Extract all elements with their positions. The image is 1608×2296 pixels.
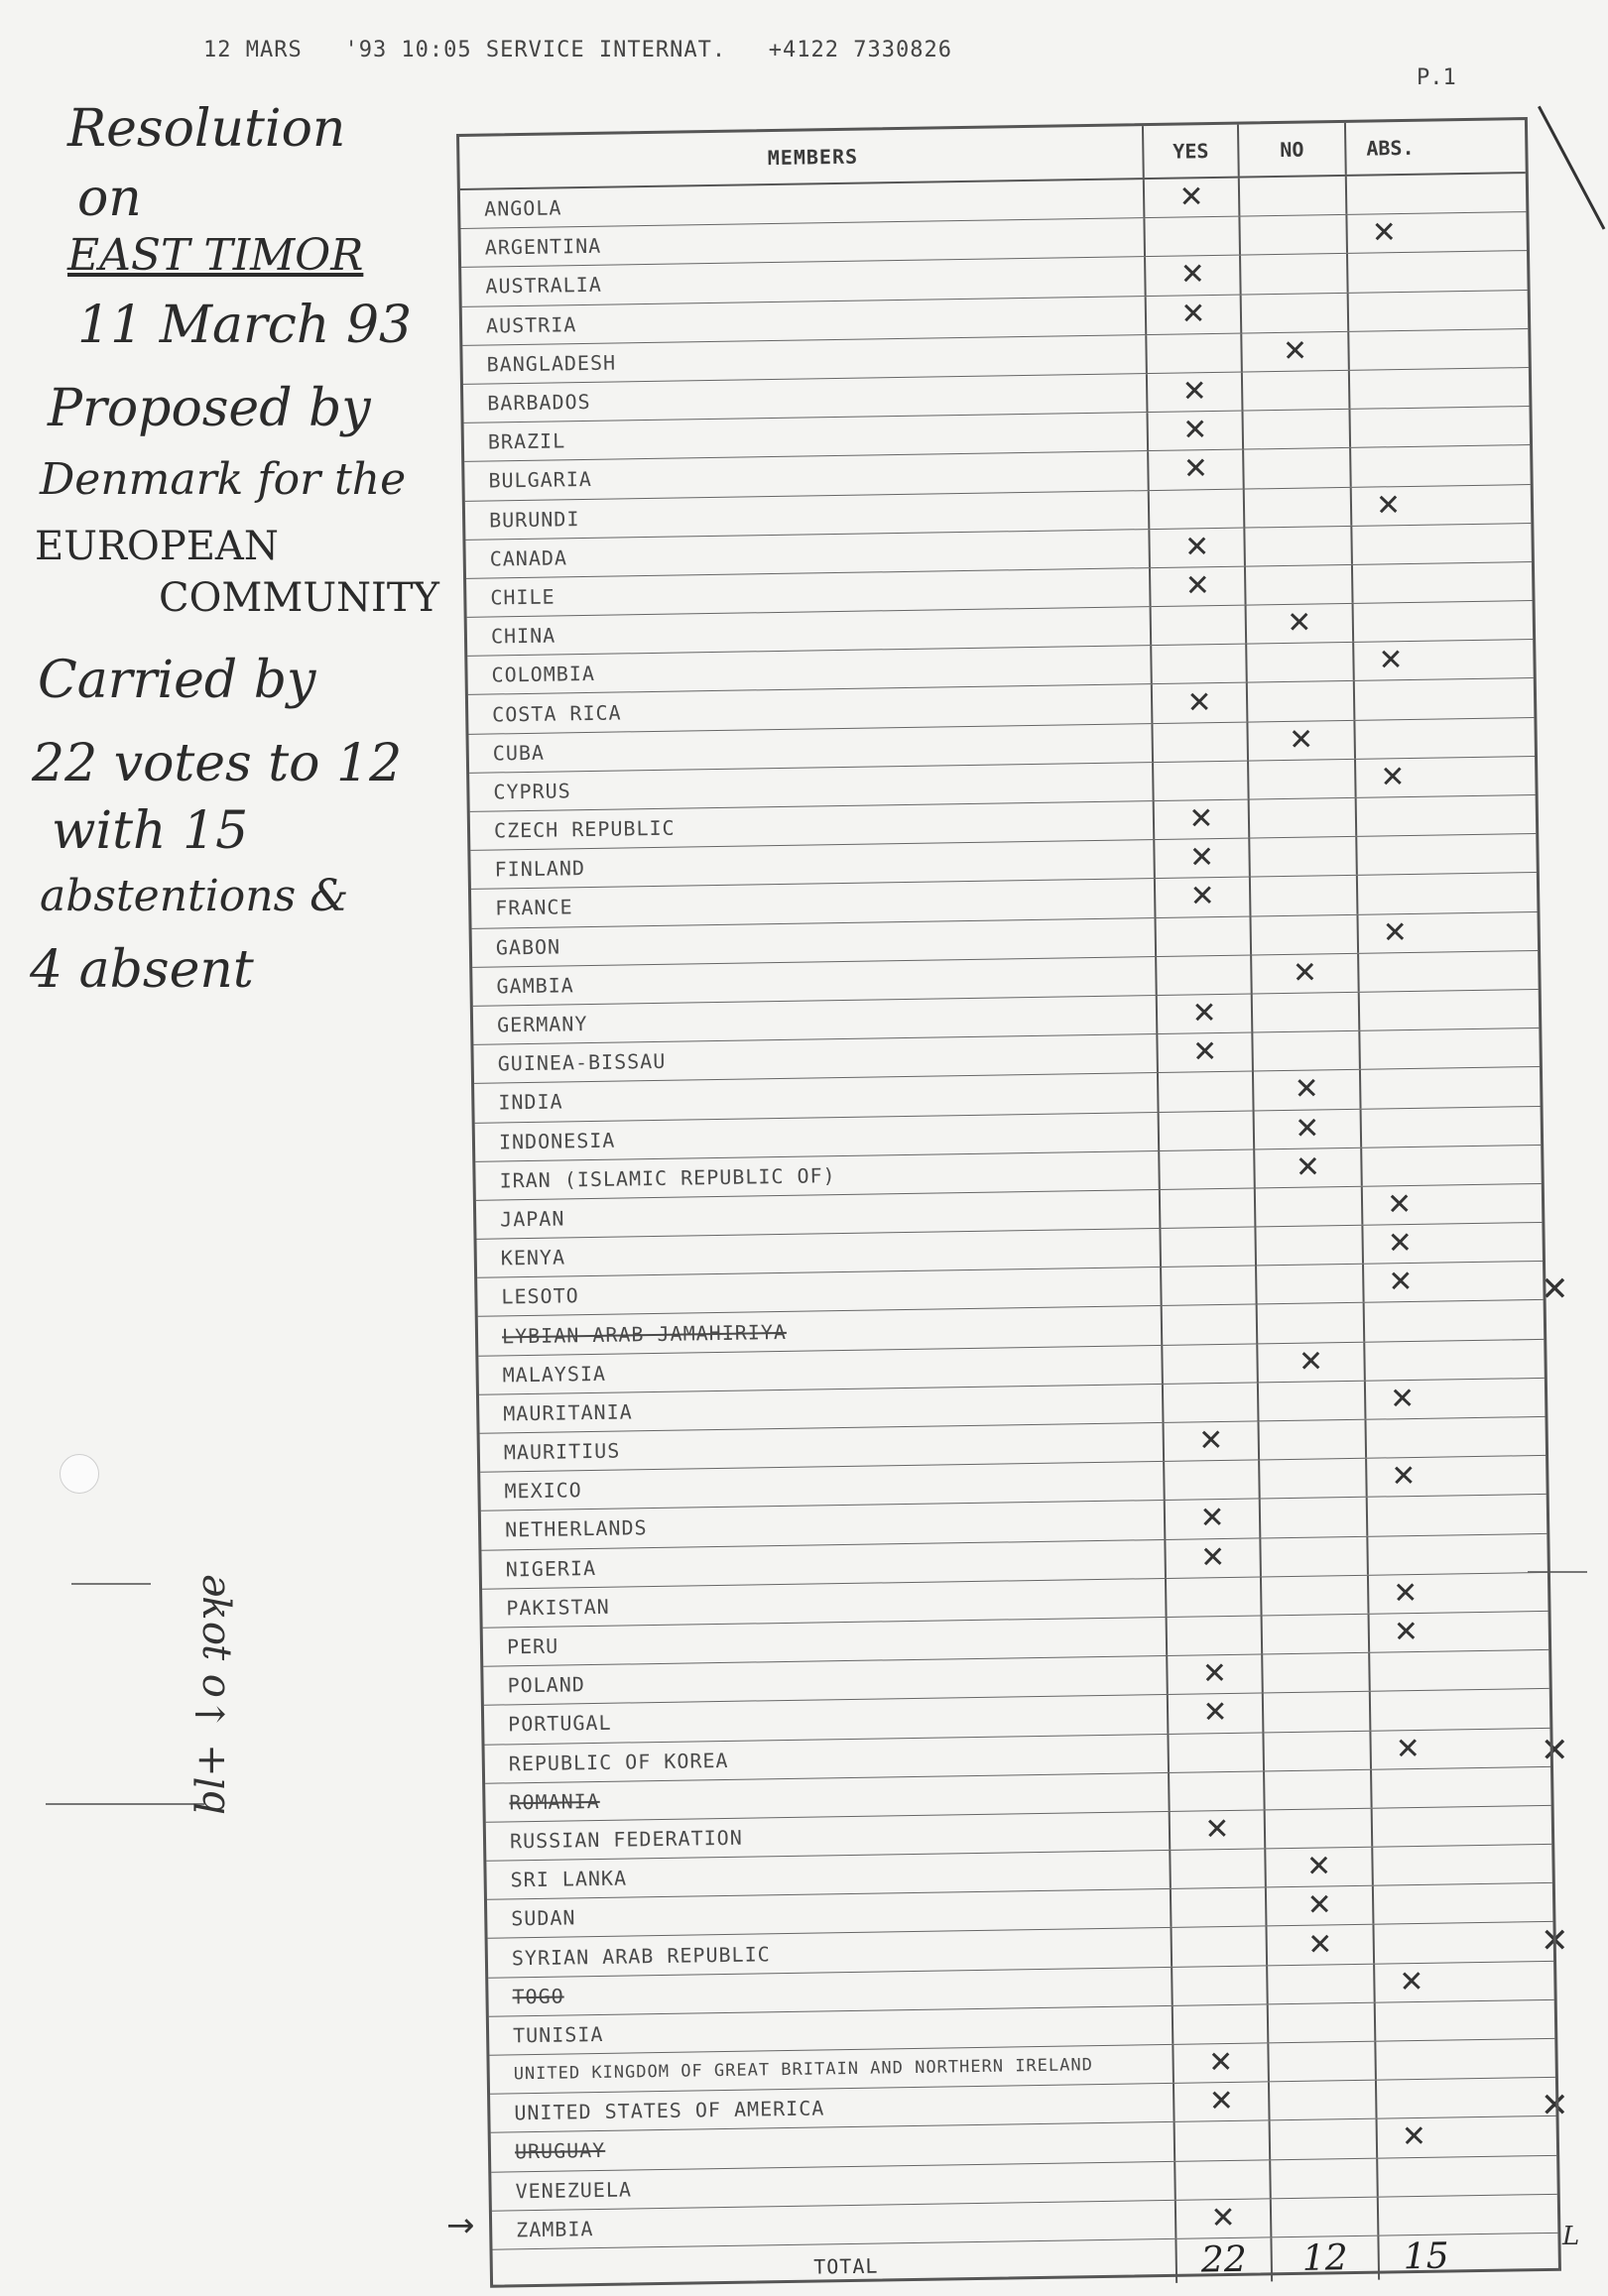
vote-mark-icon: ✕ <box>1371 215 1398 251</box>
yes-cell <box>1173 1966 1269 2005</box>
vote-mark-icon: ✕ <box>1306 1926 1333 1963</box>
member-name-text: NIGERIA <box>505 1555 597 1582</box>
abs-header: ABS. <box>1366 135 1415 161</box>
member-name-text: NETHERLANDS <box>504 1515 648 1542</box>
abs-cell <box>1347 174 1527 214</box>
no-cell <box>1242 293 1350 332</box>
no-cell <box>1240 215 1348 255</box>
zambia-arrow-icon: → <box>446 2206 475 2245</box>
no-cell <box>1246 565 1354 605</box>
abs-cell <box>1366 1379 1546 1419</box>
yes-cell <box>1149 412 1245 451</box>
vote-mark-icon: ✕ <box>1178 180 1204 215</box>
no-cell <box>1244 448 1352 488</box>
no-cell <box>1254 1070 1362 1110</box>
member-name-text: BANGLADESH <box>486 350 617 377</box>
margin-x-mark: ✕ <box>1541 2086 1569 2125</box>
yes-cell <box>1175 2121 1272 2161</box>
vote-mark-icon: ✕ <box>1191 1034 1218 1070</box>
yes-cell <box>1150 528 1246 567</box>
member-name-text: SRI LANKA <box>510 1866 628 1892</box>
yes-cell <box>1159 1072 1255 1112</box>
vote-mark-icon: ✕ <box>1202 1695 1228 1731</box>
abs-cell <box>1358 912 1538 953</box>
note-line-11: with 15 <box>52 801 249 861</box>
abs-cell <box>1374 1922 1553 1963</box>
abs-cell <box>1377 2078 1556 2118</box>
abs-cell <box>1358 873 1538 913</box>
abs-cell <box>1367 1456 1546 1497</box>
member-name-text: MALAYSIA <box>502 1361 607 1388</box>
abs-cell <box>1372 1767 1551 1808</box>
no-cell <box>1256 1226 1364 1266</box>
abs-cell <box>1378 2116 1557 2157</box>
yes-cell <box>1145 179 1241 218</box>
abs-cell <box>1360 990 1540 1030</box>
vote-mark-icon: ✕ <box>1181 413 1208 448</box>
no-cell <box>1269 2042 1377 2082</box>
yes-cell <box>1166 1538 1262 1578</box>
abs-cell <box>1376 2000 1555 2041</box>
abs-cell <box>1349 329 1529 370</box>
total-label: TOTAL <box>493 2239 1178 2294</box>
member-name-text: KENYA <box>500 1245 566 1270</box>
yes-cell <box>1153 683 1249 723</box>
vote-mark-icon: ✕ <box>1375 487 1402 524</box>
no-cell <box>1264 1731 1372 1770</box>
member-name-text: BULGARIA <box>488 467 593 493</box>
no-cell <box>1263 1653 1371 1693</box>
vote-mark-icon: ✕ <box>1282 333 1308 369</box>
abs-cell <box>1376 2039 1555 2080</box>
vote-mark-icon: ✕ <box>1292 955 1318 991</box>
yes-cell <box>1149 450 1245 490</box>
margin-x-mark: ✕ <box>1541 1269 1569 1309</box>
vote-mark-icon: ✕ <box>1184 568 1211 604</box>
yes-cell <box>1165 1421 1261 1461</box>
vote-mark-icon: ✕ <box>1210 2200 1236 2236</box>
vote-mark-icon: ✕ <box>1180 296 1206 332</box>
abs-cell <box>1379 2195 1558 2236</box>
yes-cell <box>1171 1810 1267 1850</box>
member-name-text: ZAMBIA <box>516 2216 594 2242</box>
yes-cell <box>1153 722 1249 762</box>
abs-cell <box>1373 1806 1552 1847</box>
yes-header: YES <box>1144 125 1240 179</box>
member-name-text: GAMBIA <box>496 973 574 999</box>
abs-cell <box>1356 757 1536 797</box>
yes-cell <box>1146 256 1242 296</box>
vote-mark-icon: ✕ <box>1380 759 1406 795</box>
vote-mark-icon: ✕ <box>1201 1656 1228 1692</box>
member-name-text: RUSSIAN FEDERATION <box>509 1825 743 1854</box>
member-name-text: CANADA <box>489 545 568 571</box>
no-cell <box>1243 410 1351 449</box>
abs-cell <box>1357 834 1537 875</box>
member-name-text: ARGENTINA <box>484 234 602 260</box>
abs-cell <box>1352 485 1532 526</box>
yes-cell <box>1147 333 1243 373</box>
pen-stroke <box>1538 106 1605 230</box>
abs-cell <box>1357 795 1537 836</box>
note-line-5: Proposed by <box>48 379 371 438</box>
punch-hole <box>60 1454 99 1494</box>
no-cell <box>1271 2158 1379 2198</box>
scan-dash <box>71 1583 151 1585</box>
vote-mark-icon: ✕ <box>1295 1149 1321 1185</box>
vote-mark-icon: ✕ <box>1305 1849 1332 1884</box>
member-name-text: CHINA <box>490 623 557 649</box>
yes-cell <box>1166 1500 1262 1539</box>
member-name-text: PERU <box>506 1633 559 1659</box>
member-name-text: CZECH REPUBLIC <box>493 815 676 843</box>
abs-cell <box>1368 1495 1547 1535</box>
vote-mark-icon: ✕ <box>1287 605 1312 642</box>
no-cell <box>1241 254 1349 294</box>
no-cell <box>1259 1382 1367 1421</box>
vote-mark-icon: ✕ <box>1294 1071 1320 1108</box>
yes-cell <box>1165 1461 1261 1501</box>
no-cell <box>1247 643 1355 682</box>
vote-mark-icon: ✕ <box>1188 840 1215 876</box>
note-line-6: Denmark for the <box>40 454 407 505</box>
abs-cell <box>1350 368 1530 409</box>
vote-mark-icon: ✕ <box>1199 1539 1226 1576</box>
abs-cell <box>1355 678 1535 719</box>
yes-cell <box>1157 916 1253 956</box>
member-name-text: SUDAN <box>511 1905 576 1931</box>
member-name-text: COSTA RICA <box>492 699 622 727</box>
yes-cell <box>1173 1927 1269 1967</box>
yes-cell <box>1174 2043 1270 2083</box>
abs-cell <box>1370 1650 1549 1691</box>
vote-mark-icon: ✕ <box>1391 1459 1417 1495</box>
yes-cell <box>1155 800 1251 840</box>
yes-cell <box>1168 1655 1264 1695</box>
margin-x-mark: ✕ <box>1541 1921 1569 1961</box>
yes-cell <box>1145 217 1241 257</box>
note-line-13: 4 absent <box>30 940 254 1000</box>
note-line-12: abstentions & <box>40 871 349 921</box>
no-cell <box>1259 1420 1367 1460</box>
abs-cell <box>1362 1106 1542 1147</box>
no-cell <box>1260 1459 1368 1499</box>
no-cell <box>1240 177 1348 216</box>
no-cell <box>1249 760 1357 799</box>
vote-mark-icon: ✕ <box>1395 1731 1422 1766</box>
member-name-text: UNITED STATES OF AMERICA <box>514 2096 825 2125</box>
vote-mark-icon: ✕ <box>1179 257 1206 294</box>
member-name-text: BURUNDI <box>488 506 580 533</box>
no-cell <box>1262 1575 1370 1615</box>
no-cell <box>1253 993 1361 1032</box>
no-cell <box>1272 2197 1380 2236</box>
yes-cell <box>1156 878 1252 917</box>
abs-cell <box>1373 1845 1552 1885</box>
yes-cell <box>1174 2004 1270 2044</box>
vote-mark-icon: ✕ <box>1189 879 1216 914</box>
vote-mark-icon: ✕ <box>1382 914 1409 951</box>
member-name-text: TOGO <box>512 1984 564 2009</box>
member-name-text: IRAN (ISLAMIC REPUBLIC OF) <box>499 1162 836 1193</box>
abs-cell <box>1365 1340 1545 1381</box>
abs-cell <box>1370 1612 1549 1652</box>
yes-cell <box>1171 1849 1267 1888</box>
abs-cell <box>1369 1573 1548 1614</box>
member-name-text: BRAZIL <box>487 428 566 454</box>
yes-cell <box>1158 994 1254 1033</box>
abs-cell <box>1355 718 1535 759</box>
no-cell <box>1258 1342 1366 1382</box>
member-name-text: AUSTRIA <box>485 311 577 338</box>
no-cell <box>1255 1109 1363 1148</box>
member-name-text: MAURITIUS <box>503 1438 621 1465</box>
yes-cell <box>1152 645 1248 684</box>
no-cell <box>1268 1964 1376 2003</box>
abs-cell <box>1366 1417 1546 1458</box>
vote-mark-icon: ✕ <box>1188 801 1214 837</box>
vote-mark-icon: ✕ <box>1387 1226 1414 1262</box>
abs-cell <box>1371 1728 1550 1768</box>
vote-mark-icon: ✕ <box>1183 529 1210 565</box>
member-name-text: INDIA <box>498 1089 563 1115</box>
no-cell <box>1261 1498 1369 1537</box>
yes-cell <box>1167 1577 1263 1617</box>
abs-cell <box>1365 1300 1545 1341</box>
member-name-text: MEXICO <box>504 1478 582 1504</box>
yes-cell <box>1158 1033 1254 1073</box>
no-cell <box>1256 1187 1364 1227</box>
vote-mark-icon: ✕ <box>1393 1614 1420 1650</box>
abs-cell <box>1362 1146 1542 1186</box>
vote-mark-icon: ✕ <box>1392 1575 1419 1612</box>
member-name-text: ANGOLA <box>484 195 562 221</box>
member-name-text: INDONESIA <box>498 1128 616 1154</box>
no-cell <box>1263 1615 1371 1654</box>
yes-cell <box>1160 1149 1256 1189</box>
no-header: NO <box>1239 123 1347 177</box>
abs-cell <box>1361 1067 1541 1108</box>
fax-header: 12 MARS '93 10:05 SERVICE INTERNAT. +4122 7330826 <box>203 38 952 62</box>
vote-mark-icon: ✕ <box>1181 374 1208 410</box>
no-cell <box>1243 371 1351 411</box>
no-cell <box>1269 2002 1377 2042</box>
abs-cell <box>1371 1689 1550 1730</box>
vote-mark-icon: ✕ <box>1288 722 1314 758</box>
member-name-text: AUSTRALIA <box>485 273 602 300</box>
abs-cell <box>1351 445 1531 486</box>
margin-l-mark: L <box>1562 2222 1580 2251</box>
abs-cell <box>1350 407 1530 447</box>
no-cell <box>1255 1148 1363 1187</box>
abs-cell <box>1378 2155 1557 2196</box>
abs-cell <box>1375 1961 1554 2001</box>
abs-cell <box>1364 1262 1544 1302</box>
abs-cell <box>1348 251 1528 292</box>
vote-mark-icon: ✕ <box>1207 2045 1234 2081</box>
abs-cell <box>1353 562 1533 603</box>
total-no: 12 <box>1272 2236 1380 2282</box>
no-cell <box>1247 604 1355 644</box>
no-cell <box>1248 720 1356 760</box>
no-cell <box>1245 527 1353 566</box>
member-name-text: GERMANY <box>496 1012 588 1037</box>
vote-mark-icon: ✕ <box>1401 2119 1427 2155</box>
members-header: MEMBERS <box>459 126 1145 188</box>
member-name-text: GABON <box>495 934 561 960</box>
note-line-2: on <box>77 169 142 228</box>
no-cell <box>1267 1886 1375 1926</box>
yes-cell <box>1172 1888 1268 1928</box>
vote-mark-icon: ✕ <box>1388 1265 1414 1300</box>
yes-cell <box>1161 1188 1257 1228</box>
note-line-9: Carried by <box>38 651 316 710</box>
member-name-text: URUGUAY <box>514 2138 606 2164</box>
yes-cell <box>1160 1111 1256 1150</box>
vote-mark-icon: ✕ <box>1389 1381 1416 1417</box>
member-name-text: PAKISTAN <box>506 1594 610 1621</box>
note-line-8: COMMUNITY <box>159 575 439 621</box>
abs-cell <box>1374 1883 1553 1924</box>
yes-cell <box>1155 839 1251 879</box>
note-line-3: EAST TIMOR <box>67 230 364 281</box>
margin-x-mark: ✕ <box>1541 1731 1569 1770</box>
no-cell <box>1257 1265 1365 1304</box>
member-name-text: COLOMBIA <box>491 662 596 687</box>
no-cell <box>1266 1848 1374 1887</box>
abs-cell <box>1349 291 1529 331</box>
member-name-text: CHILE <box>490 584 556 610</box>
member-name-text: JAPAN <box>500 1206 565 1232</box>
no-cell <box>1248 681 1356 721</box>
yes-cell <box>1163 1305 1259 1345</box>
vote-mark-icon: ✕ <box>1199 1501 1225 1536</box>
total-yes: 22 <box>1176 2237 1273 2283</box>
vote-mark-icon: ✕ <box>1191 996 1217 1031</box>
vote-mark-icon: ✕ <box>1204 1811 1230 1848</box>
vote-mark-icon: ✕ <box>1298 1344 1324 1380</box>
abs-cell <box>1368 1533 1547 1574</box>
member-name-text: ROMANIA <box>509 1788 600 1815</box>
yes-cell <box>1154 761 1250 800</box>
rotated-handwritten-note: bl+ ↓o ʇoʞe <box>188 1573 234 1815</box>
yes-cell <box>1150 489 1246 529</box>
abs-cell <box>1359 951 1539 992</box>
yes-cell <box>1148 373 1244 413</box>
member-name-text: POLAND <box>507 1672 586 1698</box>
no-cell <box>1265 1769 1373 1809</box>
vote-mark-icon: ✕ <box>1182 451 1209 487</box>
member-name-text: LESOTO <box>501 1283 579 1309</box>
member-name-text: FINLAND <box>494 856 586 882</box>
yes-cell <box>1170 1771 1266 1811</box>
yes-cell <box>1147 295 1243 334</box>
vote-mark-icon: ✕ <box>1186 684 1212 721</box>
yes-cell <box>1162 1267 1258 1306</box>
abs-cell <box>1352 524 1532 564</box>
member-name-text: TUNISIA <box>512 2021 604 2048</box>
yes-cell <box>1152 606 1248 646</box>
member-rows <box>460 174 1557 2250</box>
vote-mark-icon: ✕ <box>1399 1964 1424 2000</box>
no-cell <box>1251 876 1359 915</box>
no-cell <box>1245 487 1353 527</box>
member-name-text: LYBIAN ARAB JAMAHIRIYA <box>501 1319 788 1348</box>
note-line-7: EUROPEAN <box>35 524 279 569</box>
member-name-text: SYRIAN ARAB REPUBLIC <box>511 1941 771 1970</box>
abs-cell <box>1360 1028 1540 1069</box>
yes-cell <box>1163 1344 1259 1384</box>
note-line-4: 11 March 93 <box>77 296 413 355</box>
yes-cell <box>1175 2160 1272 2200</box>
no-cell <box>1267 1925 1375 1965</box>
no-cell <box>1271 2119 1379 2159</box>
abs-cell <box>1363 1184 1543 1225</box>
no-cell <box>1253 1031 1361 1071</box>
no-cell <box>1251 914 1359 954</box>
no-cell <box>1252 954 1360 994</box>
no-cell <box>1270 2081 1378 2120</box>
member-name-text: PORTUGAL <box>508 1711 612 1737</box>
member-name-text: REPUBLIC OF KOREA <box>508 1748 729 1775</box>
no-cell <box>1250 837 1358 877</box>
no-cell <box>1258 1303 1366 1343</box>
no-cell <box>1264 1692 1372 1732</box>
yes-cell <box>1157 955 1253 995</box>
vote-mark-icon: ✕ <box>1197 1423 1224 1459</box>
no-cell <box>1242 332 1350 372</box>
abs-cell <box>1354 640 1534 680</box>
yes-cell <box>1168 1616 1264 1655</box>
vote-mark-icon: ✕ <box>1306 1887 1333 1924</box>
note-line-10: 22 votes to 12 <box>32 734 403 793</box>
no-cell <box>1266 1809 1374 1849</box>
scan-dash <box>46 1803 204 1805</box>
vote-mark-icon: ✕ <box>1378 643 1404 678</box>
member-name-text: CYPRUS <box>493 779 571 804</box>
member-name-text: FRANCE <box>495 895 573 920</box>
member-name-text: BARBADOS <box>487 389 591 416</box>
member-name-text: CUBA <box>492 740 546 766</box>
member-name-text: VENEZUELA <box>515 2177 633 2203</box>
no-cell <box>1250 798 1358 838</box>
member-name-text: GUINEA-BISSAU <box>497 1049 667 1076</box>
member-name-text: UNITED KINGDOM OF GREAT BRITAIN AND NORTHERN IRELAND <box>513 2054 1094 2084</box>
page-number: P.1 <box>1417 65 1456 90</box>
member-name-text: MAURITANIA <box>503 1399 633 1426</box>
abs-cell <box>1354 601 1534 642</box>
yes-cell <box>1164 1383 1260 1422</box>
yes-cell <box>1176 2199 1273 2238</box>
abs-cell <box>1347 212 1527 253</box>
yes-cell <box>1169 1733 1265 1772</box>
no-cell <box>1261 1536 1369 1576</box>
note-line-1: Resolution <box>67 99 346 159</box>
total-abs: 15 <box>1403 2236 1449 2278</box>
vote-table <box>456 117 1561 2288</box>
yes-cell <box>1169 1694 1265 1734</box>
yes-cell <box>1161 1228 1257 1268</box>
vote-mark-icon: ✕ <box>1386 1186 1413 1223</box>
vote-mark-icon: ✕ <box>1208 2084 1235 2119</box>
vote-mark-icon: ✕ <box>1295 1111 1320 1147</box>
abs-cell <box>1363 1223 1543 1264</box>
yes-cell <box>1151 566 1247 606</box>
yes-cell <box>1175 2083 1271 2122</box>
